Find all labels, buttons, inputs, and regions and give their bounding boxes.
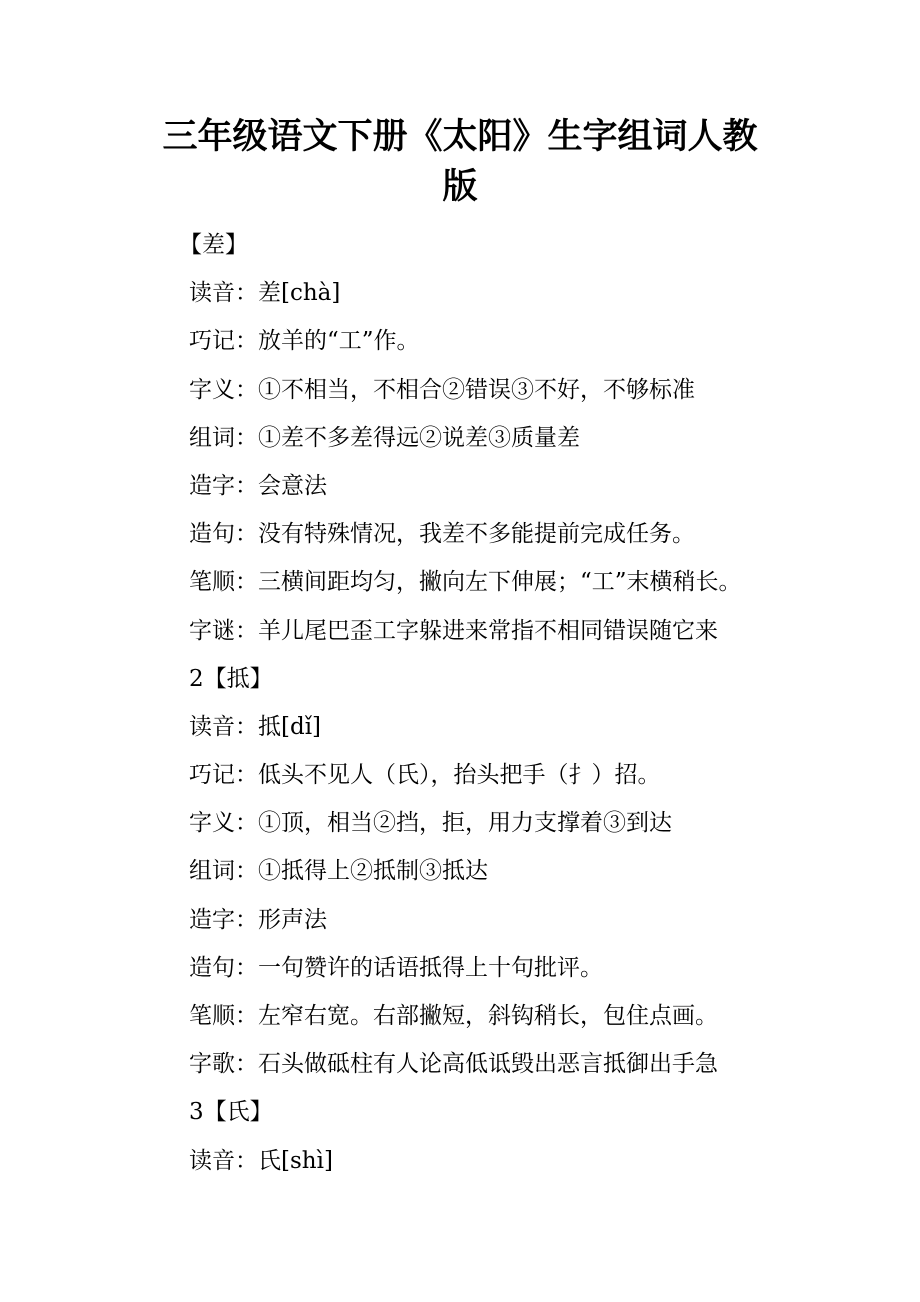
- formation-line: 造字：形声法: [189, 906, 327, 933]
- entry-heading-di: 2【抵】: [189, 665, 273, 692]
- formation-line: 造字：会意法: [189, 472, 327, 499]
- pronunciation-line: 读音：氏[shì]: [189, 1147, 333, 1174]
- word-group-line: 组词：①抵得上②抵制③抵达: [189, 858, 488, 885]
- page-title: [100, 112, 820, 212]
- character-song-line: 字歌：石头做砥柱有人论高低诋毁出恶言抵御出手急: [189, 1051, 718, 1078]
- pronunciation-line: 读音：抵[dǐ]: [189, 713, 322, 740]
- pronunciation-line: 读音：差[chà]: [189, 280, 341, 307]
- stroke-order-line: 笔顺：左窄右宽。右部撇短，斜钩稍长，包住点画。: [189, 1003, 718, 1029]
- entry-heading-shi: 3【氏】: [189, 1099, 273, 1126]
- title-line-2: 版: [442, 167, 478, 207]
- meaning-line: 字义：①顶，相当②挡，拒，用力支撑着③到达: [189, 810, 672, 837]
- meaning-line: 字义：①不相当，不相合②错误③不好，不够标准: [189, 376, 695, 403]
- entry-heading-cha: 【差】: [179, 232, 248, 258]
- word-group-line: 组词：①差不多差得远②说差③质量差: [189, 424, 580, 451]
- document-body: [179, 228, 889, 1192]
- riddle-line: 字谜：羊儿尾巴歪工字躲进来常指不相同错误随它来: [189, 617, 718, 644]
- memory-tip-line: 巧记：低头不见人（氏），抬头把手（扌）招。: [189, 762, 661, 789]
- title-line-1: 三年级语文下册《太阳》生字组词人教: [162, 117, 758, 157]
- example-sentence-line: 造句：一句赞许的话语抵得上十句批评。: [189, 954, 603, 981]
- stroke-order-line: 笔顺：三横间距均匀，撇向左下伸展；“工”末横稍长。: [189, 569, 742, 596]
- memory-tip-line: 巧记：放羊的“工”作。: [189, 328, 420, 355]
- example-sentence-line: 造句：没有特殊情况，我差不多能提前完成任务。: [189, 521, 695, 548]
